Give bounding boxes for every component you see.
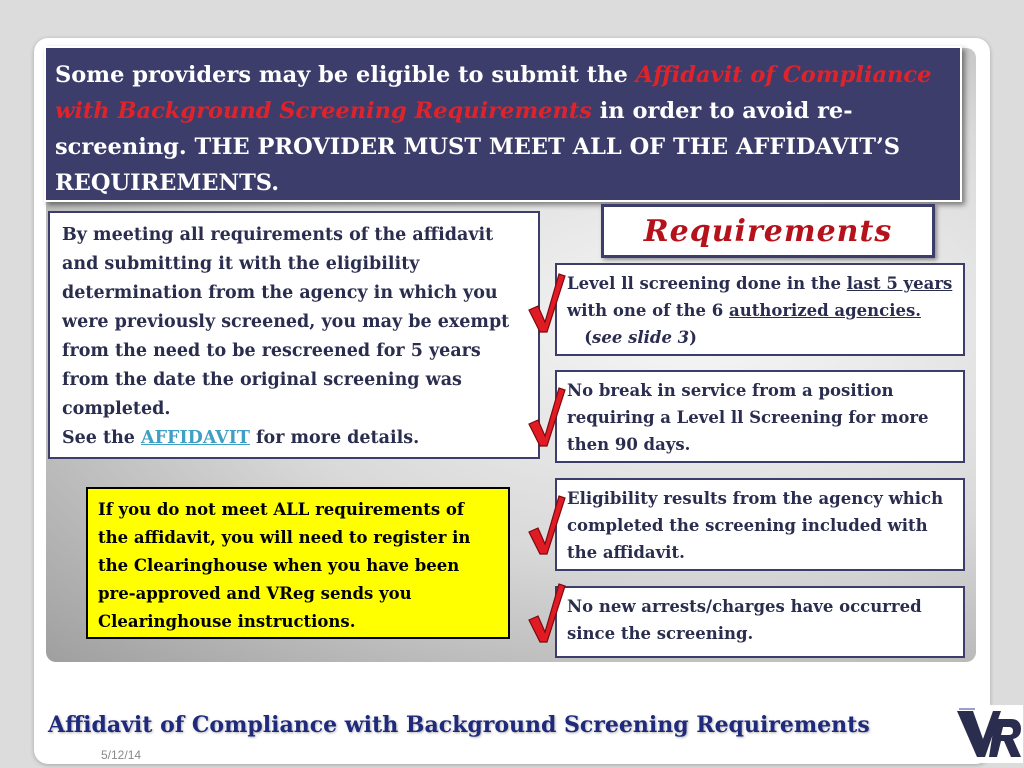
exemption-info-box [48,211,540,459]
red-checkmark-icon [526,270,566,334]
req1-text-4: ) [689,328,697,347]
requirement-3 [555,478,965,571]
req3-text: Eligibility results from the agency which completed the screening included with the affidavit. [567,489,944,562]
slide-date: 5/12/14 [101,748,142,762]
clearinghouse-notice [86,487,510,639]
requirements-header: Requirements [601,204,935,258]
intro-banner [44,46,962,202]
exemption-text: By meeting all requirements of the affidavit and submitting it with the eligibility determination from the agency in which you were previously screened, you may be exempt from the need to be rescreened for 5 years from the date the original screening was completed. [62,225,510,419]
see-prefix: See the [62,428,142,448]
req1-text-1: Level ll screening done in the [567,274,847,293]
slide-title: Affidavit of Compliance with Background Screening Requirements [48,712,870,738]
vr-logo-icon [953,705,1023,763]
req1-text-3: ( [567,328,593,347]
intro-text-2: in order to avoid re-screening. THE PROVIDER MUST MEET ALL OF THE AFFIDAVIT’S REQUIREMENTS. [55,98,901,196]
clearinghouse-text: If you do not meet ALL requirements of the affidavit, you will need to register in the Clearinghouse when you have been pre-approved and VReg sends you Clearinghouse instructions. [98,500,471,631]
req1-authorized-agencies: authorized agencies. [729,301,922,320]
req1-last-5-years: last 5 years [846,274,953,293]
req2-text: No break in service from a position requiring a Level ll Screening for more then 90 days. [567,381,929,454]
req4-text: No new arrests/charges have occurred since the screening. [567,597,922,643]
see-suffix: for more details. [249,428,420,448]
requirement-4 [555,586,965,658]
requirement-1 [555,263,965,356]
affidavit-link[interactable]: AFFIDAVIT [141,428,250,448]
red-checkmark-icon [526,384,566,448]
affidavit-title-highlight: Affidavit of Compliance with Background Screening Requirements [55,62,932,124]
req1-see-slide: see slide 3 [592,328,690,347]
red-checkmark-icon [526,580,566,644]
red-checkmark-icon [526,492,566,556]
req1-text-2: with one of the 6 [567,301,730,320]
intro-text-1: Some providers may be eligible to submit the [55,62,636,88]
requirement-2 [555,370,965,463]
